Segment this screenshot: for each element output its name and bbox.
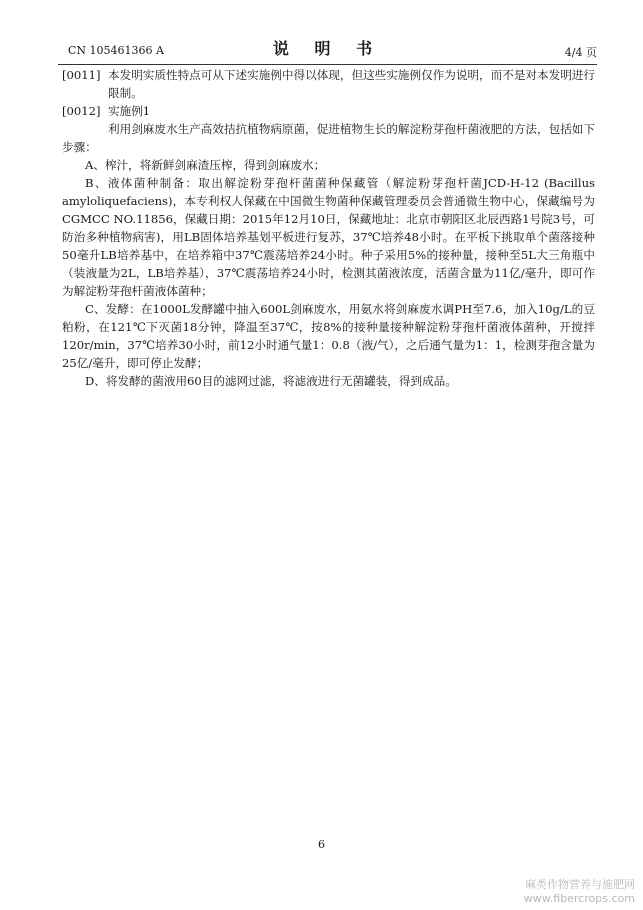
page-number: 6	[318, 838, 325, 851]
document-body	[62, 66, 595, 390]
paragraph-tag: [0011]	[62, 68, 101, 82]
document-title: 说 明 书	[272, 39, 383, 58]
site-watermark	[524, 878, 635, 906]
patent-number: CN 105461366 A	[68, 44, 164, 57]
step-a: A、榨汁，将新鲜剑麻渣压榨，得到剑麻废水；	[85, 158, 326, 172]
paragraph-tag: [0012]	[62, 104, 101, 118]
watermark-title: 麻类作物营养与施肥网	[525, 878, 635, 891]
paragraph-0011	[62, 66, 595, 102]
watermark-url: www.fibercrops.com	[523, 892, 635, 905]
page-info: 4/4 页	[564, 46, 597, 59]
step-c: C、发酵：在1000L发酵罐中抽入600L剑麻废水，用氨水将剑麻废水调PH至7.6，加入10g/L的豆粕粉，在121℃下灭菌18分钟，降温至37℃，按8%的接种量接种解淀粉芽孢杆菌液体菌种，开搅拌120r/min，37℃培养30小时，前12小时通气量1：0.8（液/气），之后通气量为1：1，检测芽孢含量为25亿/毫升，即可停止发酵；	[62, 302, 595, 370]
method-intro: 利用剑麻废水生产高效拮抗植物病原菌，促进植物生长的解淀粉芽孢杆菌液肥的方法，包括如下步骤：	[62, 122, 595, 154]
header-divider	[58, 64, 597, 65]
step-b: B、液体菌种制备：取出解淀粉芽孢杆菌菌种保藏管（解淀粉芽孢杆菌JCD-H-12 (Bacillus amyloliquefaciens)，本专利权人保藏在中国微生物菌种保藏管理委员会普通微生物中心，保藏编号为CGMCC NO.11856，保藏日期：2015年12月10日，保藏地址：北京市朝阳区北辰西路1号院3号，可防治多种植物病害)，用LB固体培养基划平板进行复苏，37℃培养48小时。在平板下挑取单个菌落接种50毫升LB培养基中，在培养箱中37℃震荡培养24小时。种子采用5%的接种量，接种至5L大三角瓶中（装液量为2L，LB培养基），37℃震荡培养24小时，检测其菌液浓度，活菌含量为11亿/毫升，即可作为解淀粉芽孢杆菌液体菌种；	[62, 176, 595, 298]
paragraph-text: 本发明实质性特点可从下述实施例中得以体现，但这些实施例仅作为说明，而不是对本发明进行限制。	[108, 68, 595, 100]
example-heading: 实施例1	[108, 104, 151, 118]
step-d: D、将发酵的菌液用60目的滤网过滤，将滤液进行无菌罐装，得到成品。	[85, 374, 457, 388]
page-header	[58, 36, 597, 66]
paragraph-0012	[62, 102, 595, 120]
